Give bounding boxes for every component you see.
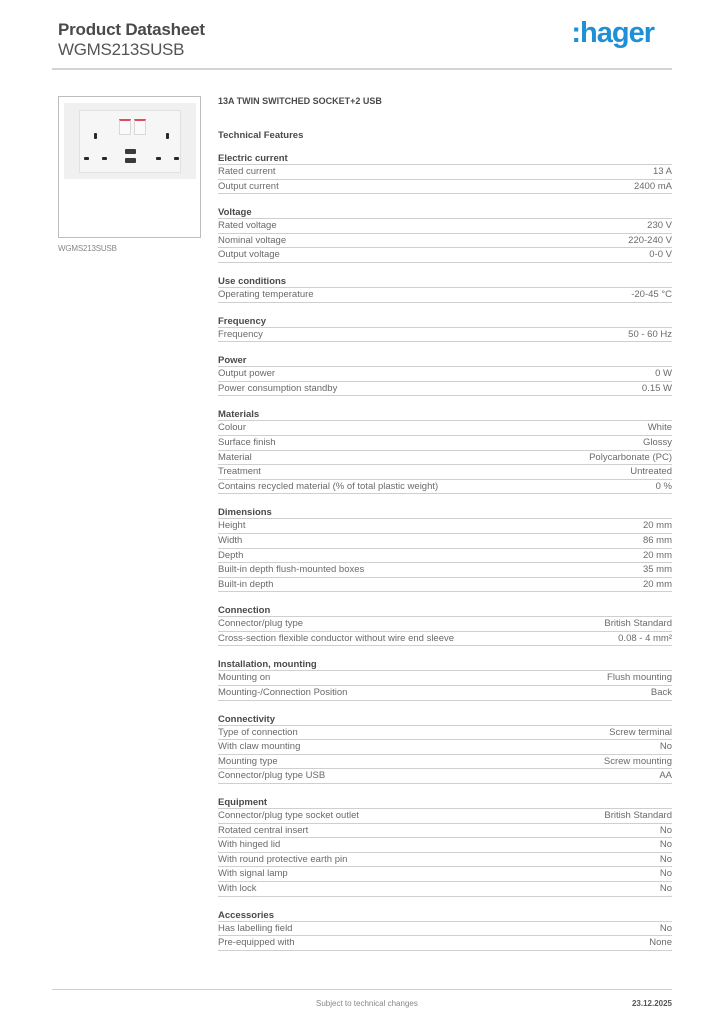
spec-row: [218, 367, 672, 382]
spec-row: [218, 451, 672, 466]
spec-section: [218, 409, 672, 494]
spec-value: No: [659, 868, 672, 880]
spec-label: Output voltage: [218, 249, 280, 261]
spec-row: [218, 549, 672, 564]
spec-label: Built-in depth: [218, 578, 274, 590]
spec-label: Mounting on: [218, 672, 271, 684]
spec-label: With lock: [218, 883, 257, 894]
spec-value: 20 mm: [642, 520, 672, 532]
spec-label: Treatment: [218, 466, 261, 478]
spec-value: No: [659, 824, 672, 836]
spec-label: Power consumption standby: [218, 382, 338, 394]
spec-label: Operating temperature: [218, 288, 314, 300]
pin-icon: [156, 157, 161, 160]
spec-section: [218, 316, 672, 343]
spec-label: Output current: [218, 180, 279, 192]
technical-content: [218, 96, 672, 951]
footer-divider: [52, 989, 672, 990]
switch-left-icon: [119, 119, 131, 135]
spec-value: 86 mm: [642, 534, 672, 546]
spec-row: [218, 165, 672, 180]
spec-label: Type of connection: [218, 726, 298, 738]
spec-row: [218, 578, 672, 593]
spec-section: [218, 659, 672, 700]
spec-value: 0-0 V: [649, 249, 672, 261]
product-image: [64, 103, 196, 179]
spec-label: Rated current: [218, 166, 276, 177]
spec-label: Connector/plug type socket outlet: [218, 810, 360, 822]
spec-label: With hinged lid: [218, 839, 281, 851]
spec-section: [218, 355, 672, 396]
spec-row: [218, 632, 672, 647]
spec-row: [218, 180, 672, 195]
section-title: Voltage: [218, 207, 672, 219]
spec-label: Built-in depth flush-mounted boxes: [218, 564, 365, 576]
spec-value: Screw terminal: [609, 726, 672, 738]
footer-note: Subject to technical changes: [316, 999, 418, 1008]
spec-value: No: [659, 922, 672, 934]
spec-value: 0 %: [655, 480, 672, 492]
socket-faceplate: [79, 110, 181, 173]
footer-date: 23.12.2025: [631, 999, 672, 1008]
spec-row: [218, 288, 672, 303]
section-title: Connection: [218, 605, 672, 617]
section-title: Dimensions: [218, 507, 672, 519]
spec-value: -20-45 °C: [631, 288, 672, 300]
spec-row: [218, 465, 672, 480]
spec-row: [218, 809, 672, 824]
spec-value: Untreated: [630, 466, 672, 478]
spec-section: [218, 153, 672, 194]
spec-value: White: [647, 422, 672, 434]
section-title: Installation, mounting: [218, 659, 672, 671]
spec-row: [218, 617, 672, 632]
spec-row: [218, 219, 672, 234]
spec-label: Mounting type: [218, 755, 278, 767]
section-title: Materials: [218, 409, 672, 421]
pin-icon: [174, 157, 179, 160]
spec-row: [218, 563, 672, 578]
spec-value: No: [659, 741, 672, 753]
spec-label: Surface finish: [218, 436, 276, 448]
spec-label: Connector/plug type USB: [218, 770, 326, 782]
page-header: [58, 17, 672, 70]
spec-section: [218, 276, 672, 303]
spec-value: 0.08 - 4 mm²: [618, 632, 672, 644]
document-title: Product Datasheet: [58, 20, 205, 39]
spec-row: [218, 726, 672, 741]
header-divider: [52, 68, 672, 70]
spec-row: [218, 824, 672, 839]
spec-row: [218, 534, 672, 549]
pin-icon: [102, 157, 107, 160]
spec-label: Material: [218, 451, 252, 463]
spec-label: Height: [218, 520, 246, 532]
spec-row: [218, 248, 672, 263]
spec-label: With signal lamp: [218, 868, 288, 880]
spec-row: [218, 922, 672, 937]
section-title: Electric current: [218, 153, 672, 165]
spec-row: [218, 838, 672, 853]
pin-icon: [84, 157, 89, 160]
spec-row: [218, 436, 672, 451]
spec-value: 2400 mA: [633, 180, 672, 192]
spec-label: Depth: [218, 549, 244, 561]
spec-label: Frequency: [218, 328, 263, 340]
spec-row: [218, 421, 672, 436]
spec-label: Rotated central insert: [218, 824, 309, 836]
product-name: 13A TWIN SWITCHED SOCKET+2 USB: [218, 96, 382, 106]
spec-value: 20 mm: [642, 549, 672, 561]
spec-value: 50 - 60 Hz: [628, 328, 672, 340]
spec-label: With round protective earth pin: [218, 853, 348, 865]
spec-row: [218, 686, 672, 701]
product-code: WGMS213SUSB: [58, 40, 185, 59]
spec-row: [218, 853, 672, 868]
spec-value: Polycarbonate (PC): [589, 451, 672, 463]
earth-pin-right-icon: [166, 133, 169, 139]
spec-sections: [218, 153, 672, 951]
spec-section: [218, 910, 672, 951]
spec-row: [218, 671, 672, 686]
spec-value: British Standard: [604, 810, 672, 822]
spec-value: No: [659, 853, 672, 865]
spec-label: With claw mounting: [218, 741, 301, 753]
spec-value: Glossy: [642, 436, 672, 448]
spec-value: Back: [650, 687, 672, 699]
section-title: Power: [218, 355, 672, 367]
spec-section: [218, 507, 672, 592]
spec-section: [218, 797, 672, 897]
section-title: Frequency: [218, 316, 672, 328]
spec-value: 0.15 W: [641, 382, 672, 394]
spec-label: Cross-section flexible conductor without wire end sleeve: [218, 632, 455, 644]
spec-label: Output power: [218, 368, 276, 380]
spec-section: [218, 714, 672, 784]
earth-pin-left-icon: [94, 133, 97, 139]
spec-value: None: [649, 937, 672, 949]
spec-label: Pre-equipped with: [218, 937, 295, 949]
spec-row: [218, 740, 672, 755]
usb-port-icon: [125, 158, 136, 163]
spec-value: 20 mm: [642, 578, 672, 590]
spec-value: 13 A: [652, 166, 672, 177]
spec-value: No: [659, 883, 672, 894]
spec-row: [218, 234, 672, 249]
product-image-frame: [58, 96, 201, 238]
spec-row: [218, 755, 672, 770]
spec-value: 35 mm: [642, 564, 672, 576]
technical-features-title: Technical Features: [218, 130, 304, 141]
spec-section: [218, 605, 672, 646]
spec-label: Contains recycled material (% of total plastic weight): [218, 480, 439, 492]
image-caption: WGMS213SUSB: [58, 244, 117, 253]
spec-row: [218, 382, 672, 397]
spec-label: Has labelling field: [218, 922, 293, 934]
spec-value: 0 W: [655, 368, 672, 380]
spec-label: Mounting-/Connection Position: [218, 687, 348, 699]
spec-row: [218, 936, 672, 951]
spec-value: Screw mounting: [603, 755, 672, 767]
section-title: Accessories: [218, 910, 672, 922]
spec-section: [218, 207, 672, 263]
spec-row: [218, 480, 672, 495]
spec-row: [218, 519, 672, 534]
spec-row: [218, 769, 672, 784]
section-title: Equipment: [218, 797, 672, 809]
spec-row: [218, 882, 672, 897]
hager-logo: :hager: [571, 17, 654, 49]
spec-label: Nominal voltage: [218, 234, 287, 246]
spec-label: Rated voltage: [218, 220, 277, 232]
spec-value: AA: [659, 770, 672, 782]
spec-value: No: [659, 839, 672, 851]
spec-label: Connector/plug type: [218, 618, 304, 630]
spec-label: Colour: [218, 422, 246, 434]
spec-label: Width: [218, 534, 243, 546]
spec-value: 220-240 V: [628, 234, 672, 246]
spec-row: [218, 328, 672, 343]
switch-right-icon: [134, 119, 146, 135]
spec-value: Flush mounting: [607, 672, 672, 684]
section-title: Connectivity: [218, 714, 672, 726]
spec-value: British Standard: [604, 618, 672, 630]
spec-value: 230 V: [647, 220, 672, 232]
section-title: Use conditions: [218, 276, 672, 288]
spec-row: [218, 867, 672, 882]
usb-port-icon: [125, 149, 136, 154]
